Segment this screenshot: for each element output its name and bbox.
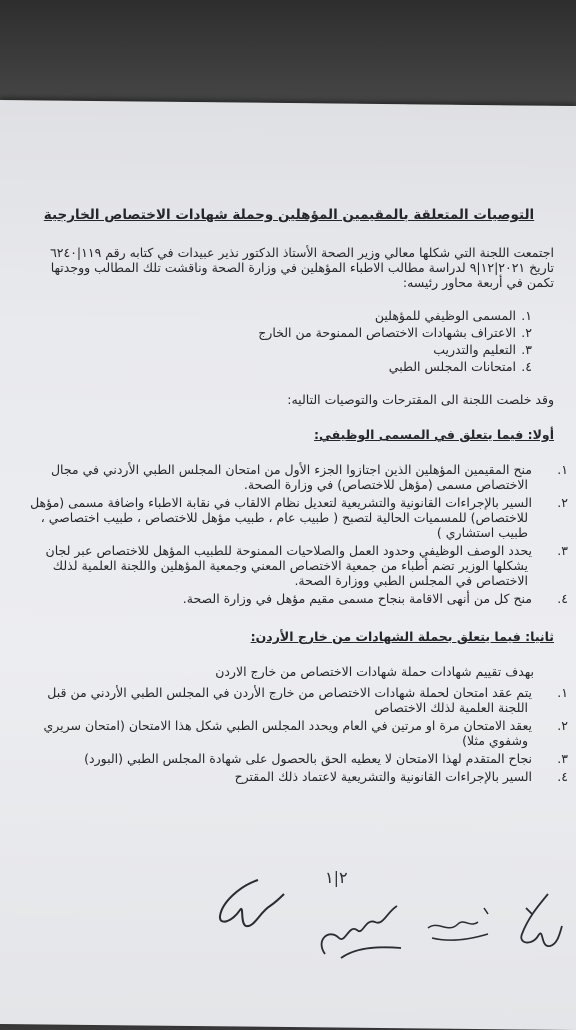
document-title: التوصيات المتعلقة بالمقيمين المؤهلين وحملة شهادات الاختصاص الخارجية <box>43 207 535 223</box>
list-item <box>24 495 568 540</box>
section1-list <box>24 462 568 606</box>
list-item <box>24 718 568 748</box>
item-number: ٤. <box>557 769 568 784</box>
axes-list <box>24 308 532 374</box>
signature-4 <box>508 888 568 958</box>
item-text: التعليم والتدريب <box>433 342 516 357</box>
item-text: يحدد الوصف الوظيفي وحدود العمل والصلاحيات الممنوحة للطبيب المؤهل للاختصاص عبر لجان يشكلها الوزير تضم أطباء من جمعية الاختصاص المعني وجمعية المؤهلين واللجنة العلمية لذلك الاختصاص في المجلس الطبي ووزارة الصحة. <box>45 543 532 588</box>
item-number: ٢. <box>557 718 568 733</box>
item-text: السير بالإجراءات القانونية والتشريعية لتعديل نظام الالقاب في نقابة الاطباء واضافة مسمى (مؤهل للاختصاص) للمسميات الحالية لتصبح ( طبيب عام ، طبيب مؤهل للاختصاص ، طبيب اختصاصي ، طبيب استشاري ) <box>30 495 532 540</box>
item-number: ٣. <box>557 751 568 766</box>
list-item <box>24 462 568 492</box>
item-text: يتم عقد امتحان لحملة شهادات الاختصاص من خارج الأردن في المجلس الطبي الأردني من قبل اللجنة العلمية لذلك الاختصاص <box>47 685 532 715</box>
intro-paragraph: اجتمعت اللجنة التي شكلها معالي وزير الصحة الأستاذ الدكتور نذير عبيدات في كتابه رقم ١١٩|٦٢٤٠ تاريخ ٢٠٢١|١٢|٩ لدراسة مطالب الاطباء المؤهلين في وزارة الصحة وناقشت تلك المطالب ووجدتها تكمن في أربعة محاور رئيسه: <box>50 245 554 290</box>
signature-2 <box>305 888 415 968</box>
item-number: ٤. <box>521 359 532 374</box>
item-number: ٤. <box>557 591 568 606</box>
item-text: امتحانات المجلس الطبي <box>388 359 516 374</box>
list-item <box>24 685 568 715</box>
signature-1 <box>210 876 290 936</box>
item-text: المسمى الوظيفي للمؤهلين <box>374 308 516 323</box>
section2-list <box>24 685 568 784</box>
list-item <box>24 543 568 588</box>
list-item <box>24 769 568 784</box>
list-item <box>24 308 532 323</box>
list-item <box>24 325 532 340</box>
section1-heading: أولا: فيما يتعلق في المسمى الوظيفي: <box>314 427 554 442</box>
item-text: منح كل من أنهى الاقامة بنجاح مسمى مقيم مؤهل في وزارة الصحة. <box>182 591 532 606</box>
signature-area <box>190 868 570 978</box>
item-number: ١. <box>557 462 568 477</box>
item-text: الاعتراف بشهادات الاختصاص الممنوحة من الخارج <box>258 325 516 340</box>
item-number: ١. <box>521 308 532 323</box>
signature-3 <box>418 898 498 948</box>
item-text: السير بالإجراءات القانونية والتشريعية لاعتماد ذلك المقترح <box>234 769 532 784</box>
list-item <box>24 751 568 766</box>
item-text: منح المقيمين المؤهلين الذين اجتازوا الجزء الأول من امتحان المجلس الطبي الأردني في مجال الاختصاص مسمى (مؤهل للاختصاص) في وزارة الصحة. <box>50 462 532 492</box>
item-text: نجاح المتقدم لهذا الامتحان لا يعطيه الحق بالحصول على شهادة المجلس الطبي (البورد) <box>84 751 532 766</box>
list-item <box>24 342 532 357</box>
item-number: ١. <box>557 685 568 700</box>
item-number: ٣. <box>521 342 532 357</box>
item-number: ٣. <box>557 543 568 558</box>
document-body <box>24 207 568 787</box>
item-text: يعقد الامتحان مرة او مرتين في العام ويحدد المجلس الطبي شكل هذا الامتحان (امتحان سريري وشفوي مثلا) <box>43 718 532 748</box>
item-number: ٢. <box>521 325 532 340</box>
list-item <box>24 359 532 374</box>
item-number: ٢. <box>557 495 568 510</box>
section2-heading: ثانيا: فيما يتعلق بحملة الشهادات من خارج الأردن: <box>250 629 554 644</box>
list-item <box>24 591 568 606</box>
section2-preface: بهدف تقييم شهادات حملة شهادات الاختصاص من خارج الاردن <box>215 664 534 679</box>
page-number: ٢|١ <box>325 868 348 887</box>
conclusion-line: وقد خلصت اللجنة الى المقترحات والتوصيات التاليه: <box>287 392 554 407</box>
